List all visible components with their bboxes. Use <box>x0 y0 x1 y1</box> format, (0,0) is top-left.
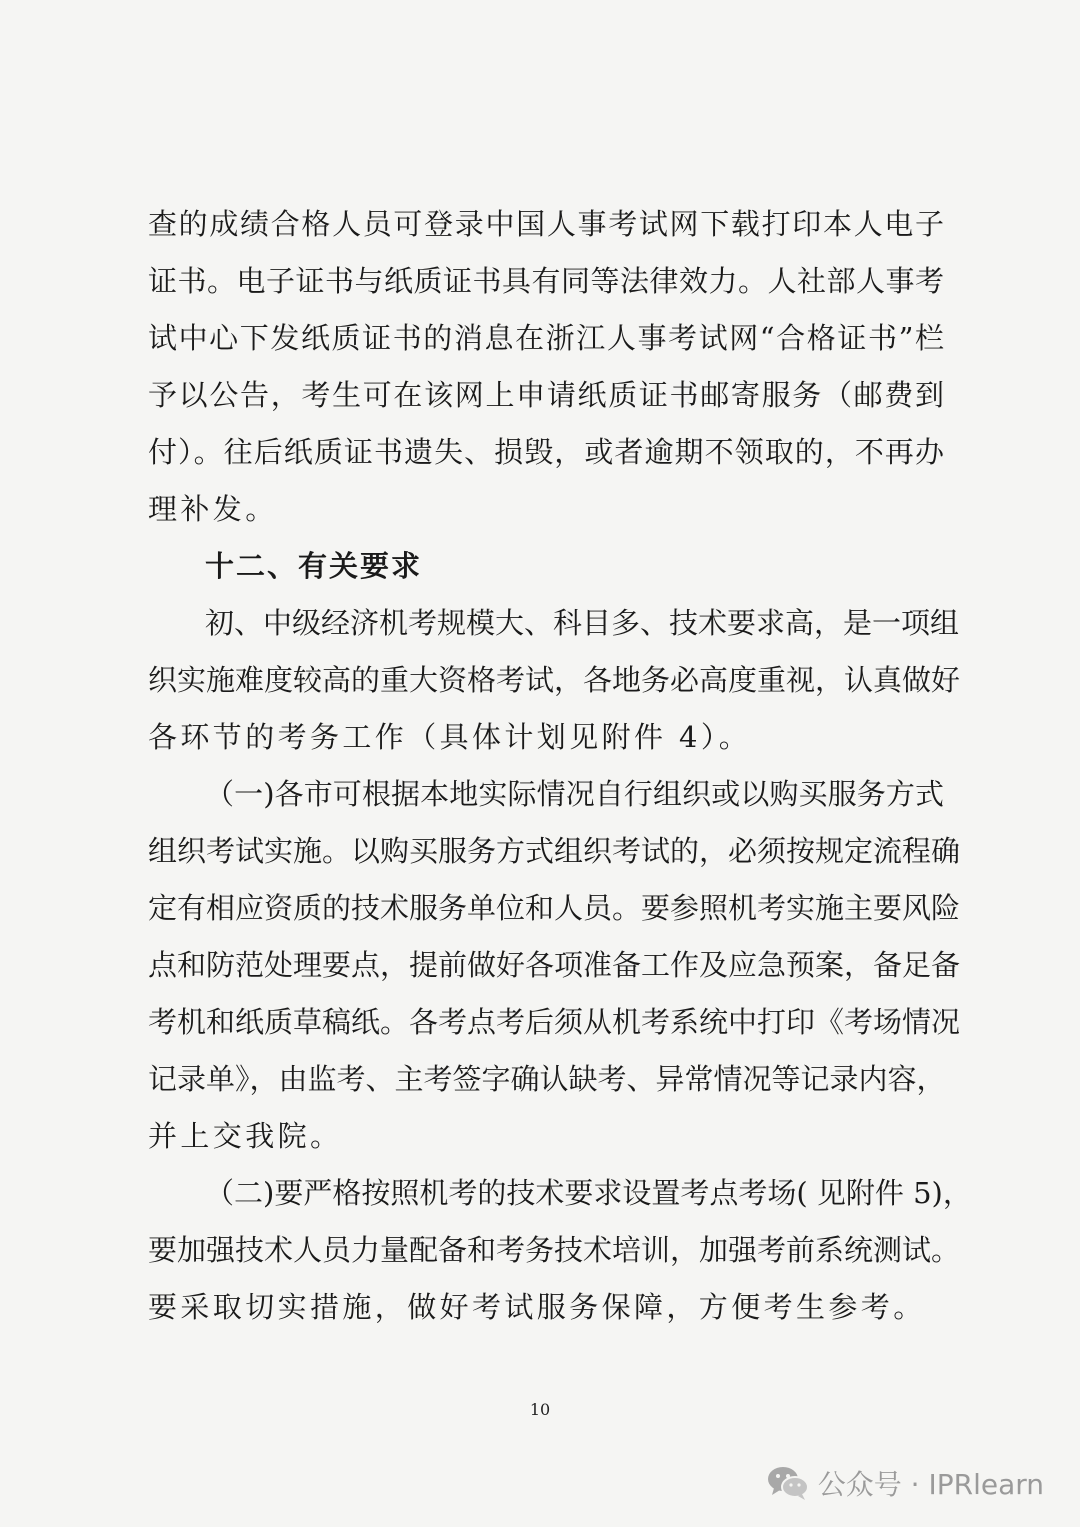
paragraph-line: 付）。往后纸质证书遗失、损毁，或者逾期不领取的，不再办 <box>148 435 944 469</box>
paragraph-line: 点和防范处理要点，提前做好各项准备工作及应急预案，备足备 <box>148 948 961 982</box>
paragraph-line: 证书。电子证书与纸质证书具有同等法律效力。人社部人事考 <box>148 264 944 298</box>
paragraph-line: 要采取切实措施，做好考试服务保障，方便考生参考。 <box>148 1290 926 1324</box>
paragraph-line: 记录单》，由监考、主考签字确认缺考、异常情况等记录内容， <box>148 1062 946 1096</box>
wechat-icon <box>766 1463 810 1503</box>
watermark-text: 公众号 · IPRlearn <box>817 1468 1044 1501</box>
paragraph-line: 各环节的考务工作（具体计划见附件 4）。 <box>148 720 752 754</box>
paragraph-line: 予以公告，考生可在该网上申请纸质证书邮寄服务（邮费到 <box>148 378 944 412</box>
paragraph-line: 初、中级经济机考规模大、科目多、技术要求高，是一项组 <box>205 606 960 640</box>
paragraph-line: 查的成绩合格人员可登录中国人事考试网下载打印本人电子 <box>148 207 944 241</box>
paragraph-line: 理补发。 <box>148 492 278 526</box>
watermark <box>766 1461 1044 1505</box>
paragraph-line: 组织考试实施。以购买服务方式组织考试的，必须按规定流程确 <box>148 834 961 868</box>
paragraph-line: 考机和纸质草稿纸。各考点考后须从机考系统中打印《考场情况 <box>148 1005 961 1039</box>
paragraph-line: 定有相应资质的技术服务单位和人员。要参照机考实施主要风险 <box>148 891 961 925</box>
section-heading: 十二、有关要求 <box>205 549 423 583</box>
paragraph-line: 试中心下发纸质证书的消息在浙江人事考试网“合格证书”栏 <box>148 321 944 355</box>
paragraph-line: （一)各市可根据本地实际情况自行组织或以购买服务方式 <box>205 777 944 811</box>
page-number: 10 <box>529 1400 551 1419</box>
paragraph-line: 并上交我院。 <box>148 1119 343 1153</box>
paragraph-line: 要加强技术人员力量配备和考务技术培训，加强考前系统测试。 <box>148 1233 961 1267</box>
paragraph-line: 织实施难度较高的重大资格考试，各地务必高度重视，认真做好 <box>148 663 961 697</box>
paragraph-line: （二)要严格按照机考的技术要求设置考点考场( 见附件 5)， <box>205 1176 972 1210</box>
